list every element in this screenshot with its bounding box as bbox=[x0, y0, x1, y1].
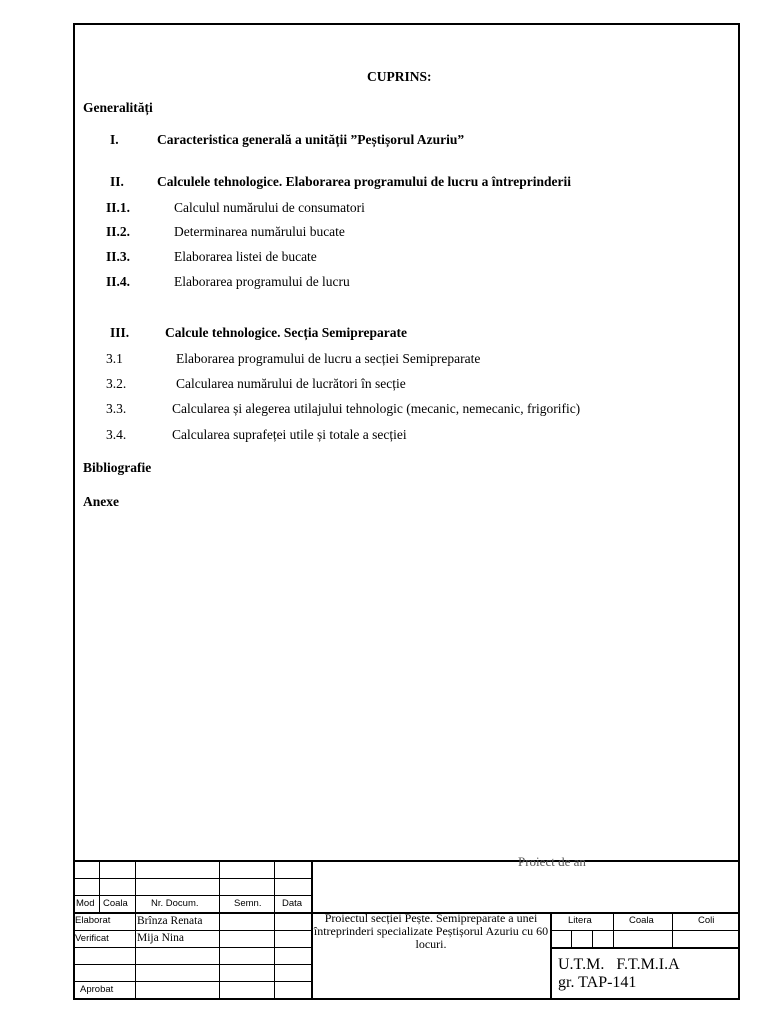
toc-ch2-item-number: II.4. bbox=[106, 274, 131, 289]
stamp-grid-line bbox=[551, 930, 740, 931]
toc-anexe: Anexe bbox=[83, 494, 119, 509]
stamp-grid-line bbox=[274, 860, 275, 1000]
toc-ch1-title: Caracteristica generală a unității ”Peștișorul Azuriu” bbox=[157, 132, 465, 147]
stamp-header-nr-docum: Nr. Docum. bbox=[151, 898, 199, 909]
toc-ch3-item-number: 3.4. bbox=[106, 427, 127, 442]
stamp-header-data: Data bbox=[282, 898, 303, 909]
stamp-grid-line bbox=[672, 912, 673, 947]
toc-ch2-item-title: Calculul numărului de consumatori bbox=[174, 200, 365, 215]
stamp-grid-line bbox=[613, 912, 614, 947]
toc-ch2-item-number: II.3. bbox=[106, 249, 131, 264]
toc-ch2-item-title: Elaborarea programului de lucru bbox=[174, 274, 350, 289]
stamp-grid-line bbox=[219, 860, 220, 1000]
toc-ch1-number: I. bbox=[110, 132, 119, 147]
stamp-role-elaborat: Elaborat bbox=[75, 915, 111, 926]
toc-ch3-number: III. bbox=[110, 325, 130, 340]
stamp-header-coli: Coli bbox=[698, 915, 715, 926]
toc-bibliografie: Bibliografie bbox=[83, 460, 152, 475]
stamp-grid-line bbox=[550, 912, 552, 1000]
toc-ch3-item-title: Calcularea suprafeței utile și totale a secției bbox=[172, 427, 407, 442]
stamp-grid-line bbox=[551, 947, 740, 949]
toc-ch3-item-title: Elaborarea programului de lucru a secției Semipreparate bbox=[176, 351, 481, 366]
stamp-grid-line bbox=[135, 860, 136, 1000]
stamp-name-verificat: Mija Nina bbox=[137, 932, 184, 944]
toc-ch3-item-title: Calcularea și alegerea utilajului tehnologic (mecanic, nemecanic, frigorific) bbox=[172, 401, 581, 416]
stamp-proiect-de-an: Proiect de an bbox=[518, 854, 586, 869]
stamp-grid-line bbox=[571, 930, 572, 947]
toc-ch2-item-title: Determinarea numărului bucate bbox=[174, 224, 345, 239]
stamp-header-mod: Mod bbox=[76, 898, 95, 909]
stamp-header-coala-sheet: Coala bbox=[629, 915, 654, 926]
stamp-grid-line bbox=[73, 878, 312, 879]
toc-ch3-item-title: Calcularea numărului de lucrători în secție bbox=[176, 376, 406, 391]
toc-ch2-item-number: II.1. bbox=[106, 200, 131, 215]
stamp-name-elaborat: Brînza Renata bbox=[137, 915, 203, 927]
stamp-grid-line bbox=[73, 895, 312, 896]
toc-ch3-item-number: 3.1 bbox=[106, 351, 123, 366]
toc-ch2-title: Calculele tehnologice. Elaborarea programului de lucru a întreprinderii bbox=[157, 174, 571, 189]
stamp-role-aprobat: Aprobat bbox=[80, 984, 114, 995]
toc-ch2-item-title: Elaborarea listei de bucate bbox=[174, 249, 317, 264]
stamp-grid-line bbox=[99, 860, 100, 912]
stamp-grid-line bbox=[73, 930, 312, 931]
stamp-project-title: Proiectul secției Pește. Semipreparate a unei întreprinderi specializate Peștișorul Azuriu cu 60 locuri. bbox=[313, 911, 549, 951]
toc-ch3-item-number: 3.2. bbox=[106, 376, 127, 391]
toc-ch2-number: II. bbox=[110, 174, 124, 189]
stamp-header-litera: Litera bbox=[568, 915, 592, 926]
stamp-group: gr. TAP-141 bbox=[558, 974, 637, 991]
stamp-grid-line bbox=[73, 947, 312, 948]
toc-title: CUPRINS: bbox=[367, 69, 432, 84]
toc-ch3-item-number: 3.3. bbox=[106, 401, 127, 416]
toc-ch3-title: Calcule tehnologice. Secția Semipreparate bbox=[165, 325, 407, 340]
stamp-grid-line bbox=[592, 930, 593, 947]
stamp-header-semn: Semn. bbox=[234, 898, 262, 909]
stamp-grid-line bbox=[73, 981, 312, 982]
stamp-role-verificat: Verificat bbox=[75, 933, 109, 944]
toc-generalitati: Generalități bbox=[83, 100, 153, 115]
page-frame bbox=[73, 23, 740, 1000]
stamp-organization: U.T.M. F.T.M.I.A bbox=[558, 956, 680, 973]
stamp-top-border bbox=[73, 860, 740, 862]
stamp-grid-line bbox=[73, 964, 312, 965]
toc-ch2-item-number: II.2. bbox=[106, 224, 131, 239]
stamp-header-coala: Coala bbox=[103, 898, 128, 909]
